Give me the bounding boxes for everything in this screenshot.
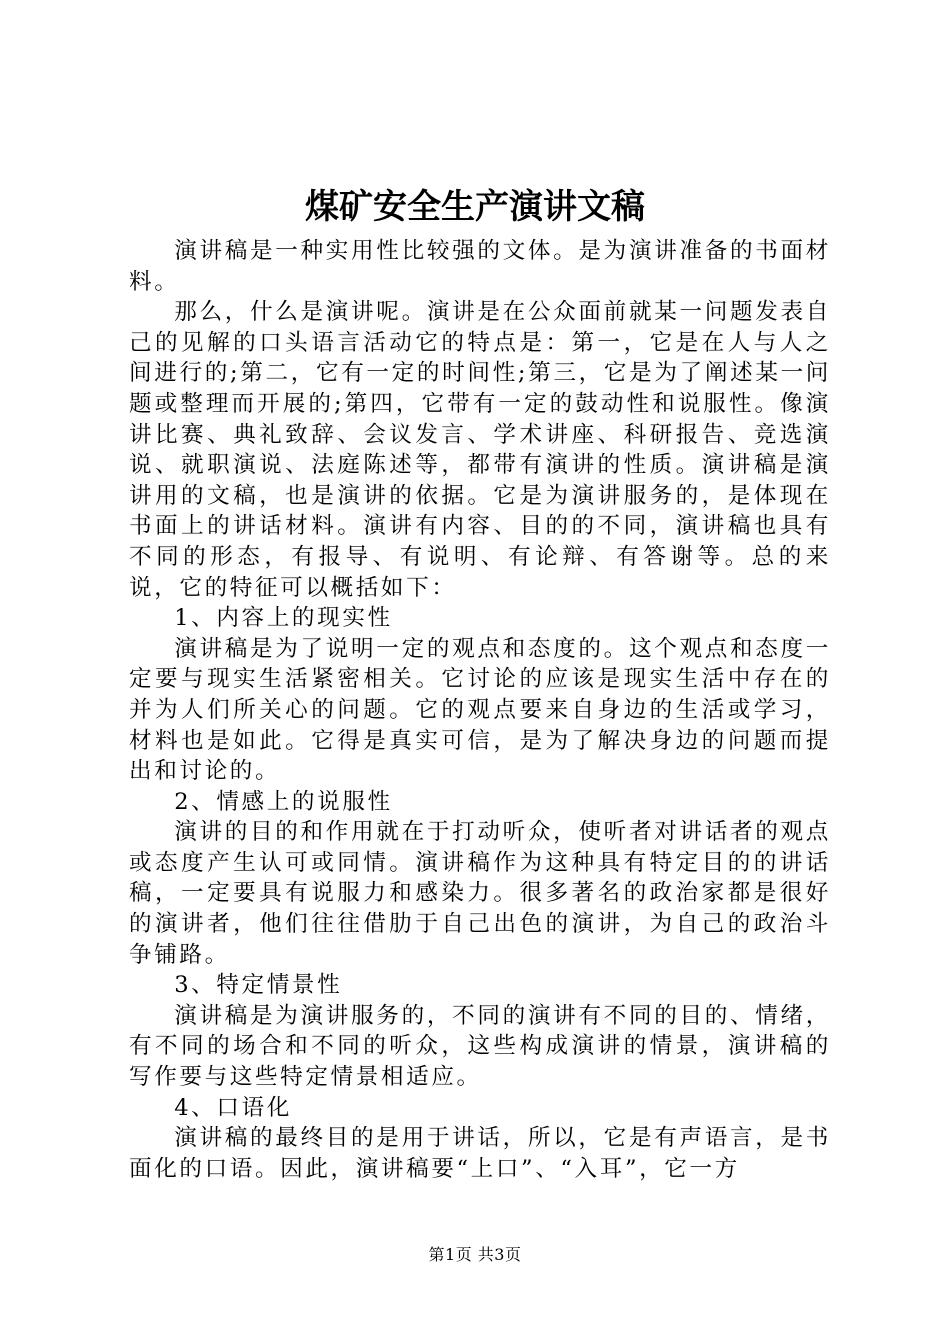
section-heading-3: 3、特定情景性 [174, 972, 343, 999]
document-title: 煤矿安全生产演讲文稿 [305, 187, 645, 227]
document-body [129, 236, 831, 1184]
paragraph-definition: 那么，什么是演讲呢。演讲是在公众面前就某一问题发表自己的见解的口头语言活动它的特点是：第一，它是在人与人之间进行的;第二，它有一定的时间性;第三，它是为了阐述某一问题或整理而开展的;第四，它带有一定的鼓动性和说服性。像演讲比赛、典礼致辞、会议发言、学术讲座、科研报告、竞选演说、就职演说、法庭陈述等，都带有演讲的性质。演讲稿是演讲用的文稿，也是演讲的依据。它是为演讲服务的，是体现在书面上的讲话材料。演讲有内容、目的的不同，演讲稿也具有不同的形态，有报导、有说明、有论辩、有答谢等。总的来说，它的特征可以概括如下： [129, 299, 831, 601]
paragraph-section-1: 演讲稿是为了说明一定的观点和态度的。这个观点和态度一定要与现实生活紧密相关。它讨论的应该是现实生活中存在的并为人们所关心的问题。它的观点要来自身边的生活或学习，材料也是如此。它得是真实可信，是为了解决身边的问题而提出和讨论的。 [129, 635, 831, 785]
paragraph-intro: 演讲稿是一种实用性比较强的文体。是为演讲准备的书面材料。 [129, 238, 831, 295]
section-heading-2: 2、情感上的说服性 [174, 788, 393, 815]
paragraph-section-2: 演讲的目的和作用就在于打动听众，使听者对讲话者的观点或态度产生认可或同情。演讲稿作为这种具有特定目的的讲话稿，一定要具有说服力和感染力。很多著名的政治家都是很好的演讲者，他们往往借肋于自己出色的演讲，为自己的政治斗争铺路。 [129, 819, 831, 968]
section-heading-4: 4、口语化 [174, 1094, 292, 1121]
paragraph-section-4: 演讲稿的最终目的是用于讲话，所以，它是有声语言，是书面化的口语。因此，演讲稿要“上口”、“入耳”，它一方 [129, 1125, 831, 1182]
paragraph-section-3: 演讲稿是为演讲服务的，不同的演讲有不同的目的、情绪，有不同的场合和不同的听众，这些构成演讲的情景，演讲稿的写作要与这些特定情景相适应。 [129, 1002, 831, 1091]
section-heading-1: 1、内容上的现实性 [174, 605, 393, 632]
page-footer: 第1页 共3页 [428, 1245, 522, 1264]
